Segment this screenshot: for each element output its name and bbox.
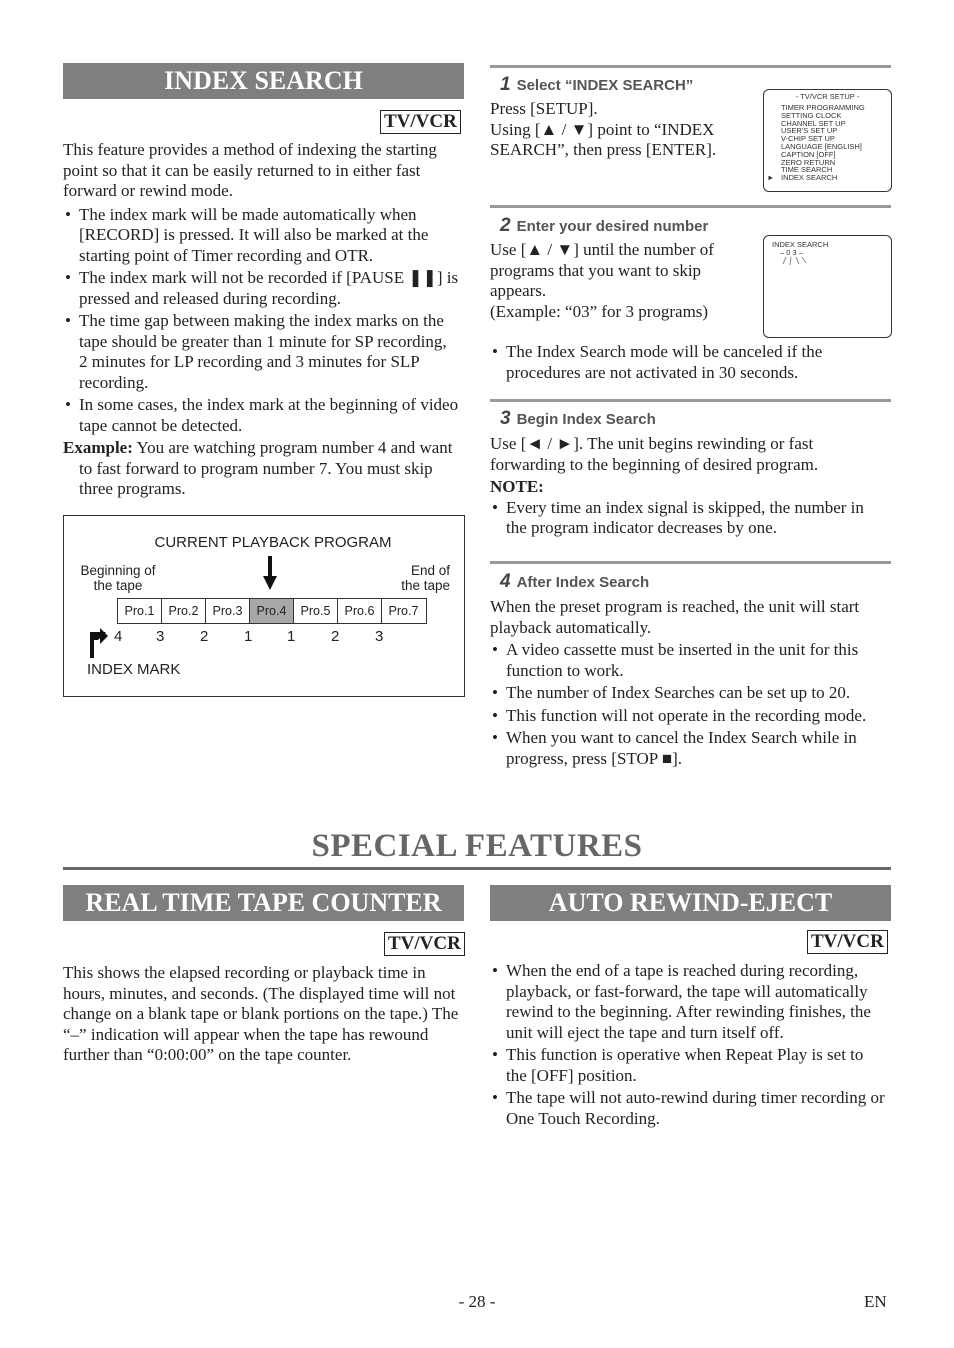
skip-count: 2 [200, 628, 209, 645]
index-search-screen-header: INDEX SEARCH [772, 240, 829, 249]
special-features-title: SPECIAL FEATURES [311, 828, 643, 864]
program-cell: Pro.4 [250, 599, 294, 623]
step-2-bullets [490, 342, 890, 385]
list-item: • This function is operative when Repeat Play is set to the [OFF] position. [490, 1045, 888, 1086]
tv-vcr-badge: TV/VCR [380, 110, 461, 134]
tape-beginning-label [76, 563, 160, 593]
setup-menu-header: - TV/VCR SETUP - [795, 92, 860, 101]
setup-menu-items [781, 104, 865, 182]
step-4-text: When the preset program is reached, the unit will start playback automatically. [490, 597, 860, 637]
tape-beginning-line1: Beginning of [80, 563, 156, 578]
step-number: 1 [500, 74, 511, 95]
step-2-line: appears. [490, 281, 547, 300]
list-item: • The number of Index Searches can be set up to 20. [490, 683, 887, 704]
program-cell: Pro.5 [294, 599, 338, 623]
tape-end-line1: End of [410, 563, 450, 578]
setup-menu-item: USER'S SET UP [781, 126, 838, 136]
example-text: You are watching program number 4 and want to fast forward to program number 7. You must skip three programs. [79, 438, 453, 498]
program-cell: Pro.3 [206, 599, 250, 623]
note-label: NOTE: [490, 477, 544, 496]
tape-beginning-line2: the tape [93, 578, 143, 593]
program-cell: Pro.2 [162, 599, 206, 623]
step-1-line: Press [SETUP]. [490, 99, 598, 118]
program-cell: Pro.7 [388, 604, 419, 618]
setup-menu-item: TIMER PROGRAMMING [781, 103, 865, 112]
divider [490, 65, 891, 68]
list-item: • In some cases, the index mark at the beginning of video tape cannot be detected. [63, 395, 459, 436]
list-item: • The time gap between making the index marks on the tape should be greater than 1 minute for SP recording, 2 minutes for LP recording and 3 minutes for SLP recording. [63, 311, 459, 393]
step-title: Select “INDEX SEARCH” [516, 77, 694, 94]
divider [490, 205, 891, 208]
skip-count: 1 [287, 628, 296, 645]
blink-indicator-icon [782, 254, 808, 266]
step-2-heading [500, 215, 708, 237]
step-1-heading [500, 74, 693, 96]
index-mark-diagram [63, 515, 465, 697]
step-3-bullets [490, 498, 885, 539]
program-strip [117, 598, 427, 624]
language-code: EN [864, 1292, 887, 1311]
step-1-line: SEARCH”, then press [ENTER]. [490, 140, 717, 159]
program-cell: Pro.6 [338, 599, 382, 623]
index-search-body [63, 140, 459, 500]
step-1-line: Using [▲ / ▼] point to “INDEX [490, 119, 715, 139]
list-item: • This function will not operate in the recording mode. [490, 706, 887, 727]
tv-vcr-badge: TV/VCR [384, 932, 465, 956]
divider [490, 399, 891, 402]
step-3-body [490, 434, 885, 541]
setup-menu-item: LANGUAGE [ENGLISH] [781, 141, 862, 151]
list-item: • The index mark will be made automatically when [RECORD] is pressed. It will also be marked at the starting point of Timer recording and OTR. [63, 205, 459, 267]
skip-count-row [64, 628, 464, 648]
setup-menu-screen [763, 89, 892, 192]
example-paragraph [63, 438, 459, 500]
index-search-screen-value: – 0 3 – [780, 248, 803, 257]
skip-count: 3 [375, 628, 384, 645]
list-item: • The Index Search mode will be canceled if the procedures are not activated in 30 seconds. [490, 342, 890, 383]
list-item: • When you want to cancel the Index Search while in progress, press [STOP ■]. [490, 728, 887, 769]
step-title: Enter your desired number [516, 218, 709, 235]
setup-menu-item: INDEX SEARCH [781, 173, 838, 183]
divider [490, 561, 891, 564]
list-item: • The tape will not auto-rewind during timer recording or One Touch Recording. [490, 1088, 888, 1129]
step-3-text: Use [◄ / ►]. The unit begins rewinding or fast forwarding to the beginning of desired program. [490, 434, 819, 474]
real-time-counter-text: This shows the elapsed recording or playback time in hours, minutes, and seconds. (The displayed time will not change on a blank tape or blank portions on the tape.) The “–” indication will appear when the tape has rewound further than “0:00:00” on the tape counter. [63, 963, 459, 1064]
tape-end-line2: the tape [401, 578, 450, 593]
example-label: Example: [63, 438, 133, 457]
setup-menu-item: CHANNEL SET UP [781, 118, 846, 128]
auto-rewind-bullets [490, 961, 888, 1131]
step-4-heading [500, 571, 649, 593]
list-item: • Every time an index signal is skipped, the number in the program indicator decreases by one. [490, 498, 885, 539]
setup-menu-item: CAPTION [OFF] [781, 149, 836, 159]
setup-menu-item: TIME SEARCH [781, 165, 833, 175]
index-mark-flag-icon [88, 628, 108, 658]
page-number: - 28 - [458, 1292, 496, 1311]
list-item: • The index mark will not be recorded if [PAUSE ❚❚] is pressed and released during recording. [63, 268, 459, 309]
tape-end-label [382, 563, 450, 593]
special-features-rule [63, 867, 891, 870]
step-2-line: (Example: “03” for 3 programs) [490, 301, 709, 321]
list-item: • A video cassette must be inserted in the unit for this function to work. [490, 640, 887, 681]
step-title: Begin Index Search [516, 411, 656, 428]
step-title: After Index Search [516, 574, 650, 591]
index-search-screen [763, 235, 892, 338]
program-cell: Pro.1 [118, 599, 162, 623]
skip-count: 2 [331, 628, 340, 645]
step-2-text [490, 240, 755, 322]
current-program-arrow-icon [262, 556, 278, 592]
step-4-bullets [490, 640, 887, 769]
index-search-intro: This feature provides a method of indexing the starting point so that it can be easily returned to in either fast forward or rewind mode. [63, 140, 437, 200]
diagram-title: CURRENT PLAYBACK PROGRAM [154, 534, 392, 551]
skip-count: 4 [114, 628, 123, 645]
skip-count: 1 [244, 628, 253, 645]
menu-cursor-icon: ► [767, 173, 775, 182]
step-number: 2 [500, 215, 511, 236]
step-2-line: Use [▲ / ▼] until the number of [490, 240, 714, 259]
tv-vcr-badge: TV/VCR [807, 930, 888, 954]
index-search-bullets [63, 205, 459, 437]
step-number: 4 [500, 571, 511, 592]
skip-count: 3 [156, 628, 165, 645]
setup-menu-item: V-CHIP SET UP [781, 134, 835, 144]
setup-menu-item: SETTING CLOCK [781, 110, 842, 120]
auto-rewind-heading: AUTO REWIND-EJECT [490, 885, 891, 921]
real-time-counter-heading: REAL TIME TAPE COUNTER [63, 885, 464, 921]
index-search-heading: INDEX SEARCH [63, 63, 464, 99]
setup-menu-item: ZERO RETURN [781, 157, 836, 167]
step-2-line: programs that you want to skip [490, 260, 702, 280]
step-4-body [490, 597, 887, 771]
list-item: • When the end of a tape is reached during recording, playback, or fast-forward, the tape will automatically rewind to the beginning. After rewinding finishes, the unit will eject the tape and turn itself off. [490, 961, 888, 1043]
step-number: 3 [500, 408, 511, 429]
step-1-text [490, 99, 755, 161]
index-mark-label: INDEX MARK [87, 661, 181, 678]
step-3-heading [500, 408, 656, 430]
